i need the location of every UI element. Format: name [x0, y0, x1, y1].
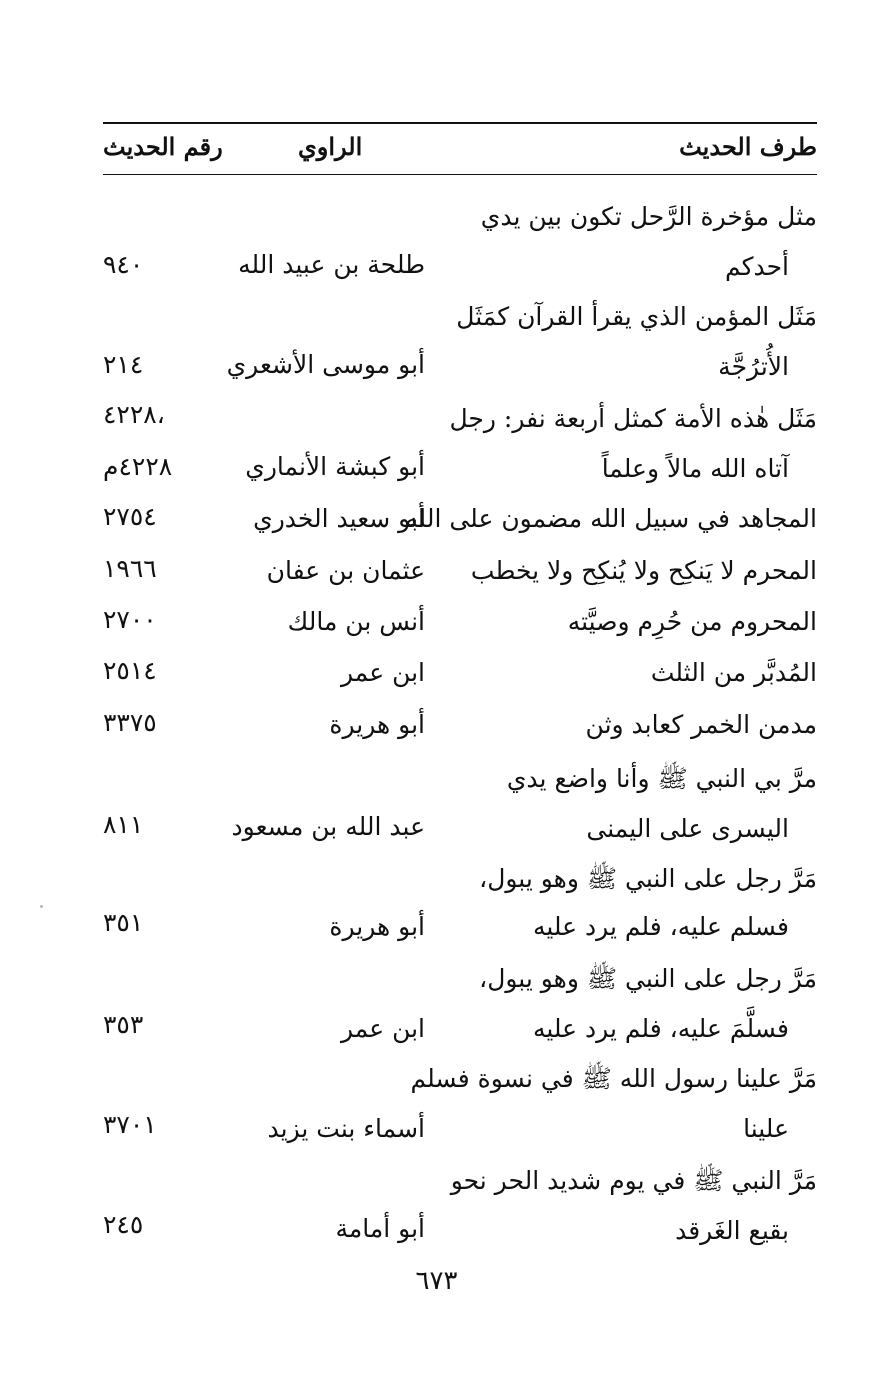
- narrator: عبد الله بن مسعود: [231, 812, 425, 841]
- hadith-text-line: المحروم من حُرِم وصيَّته: [567, 607, 817, 636]
- narrator: طلحة بن عبيد الله: [238, 250, 425, 279]
- hadith-number: ٢٤٥: [103, 1210, 144, 1239]
- narrator: عثمان بن عفان: [266, 556, 425, 585]
- hadith-number: ٨١١: [103, 810, 144, 839]
- hadith-text-line: أحدكم: [724, 252, 789, 281]
- hadith-text-line: بقيع الغَرقد: [675, 1216, 789, 1245]
- hadith-text-line: مثل مؤخرة الرَّحل تكون بين يدي: [480, 202, 817, 231]
- hadith-text-line: الأُترُجَّة: [718, 352, 789, 381]
- hadith-text-line: المحرم لا يَنكِح ولا يُنكِح ولا يخطب: [470, 556, 817, 585]
- narrator: أبو كبشة الأنماري: [245, 452, 425, 481]
- hadith-text-line: علينا: [743, 1114, 789, 1143]
- narrator: أبو موسى الأشعري: [226, 350, 425, 379]
- narrator: ابن عمر: [340, 658, 425, 687]
- hadith-text-line: مَثَل المؤمن الذي يقرأ القرآن كمَثَل: [456, 302, 817, 331]
- header-text-label: طرف الحديث: [679, 132, 817, 161]
- hadith-text-line: مَرَّ علينا رسول الله ﷺ في نسوة فسلم: [410, 1064, 817, 1093]
- hadith-text-line: مَرَّ النبي ﷺ في يوم شديد الحر نحو: [450, 1166, 817, 1195]
- hadith-text-line: المجاهد في سبيل الله مضمون على الله: [405, 504, 817, 533]
- header-number-label: رقم الحديث: [103, 132, 223, 161]
- hadith-number: ٢٥١٤: [103, 656, 157, 685]
- hadith-number: ٢٧٠٠: [103, 605, 157, 634]
- hadith-text-line: المُدبَّر من الثلث: [650, 658, 817, 687]
- narrator: أبو سعيد الخدري: [253, 504, 425, 533]
- hadith-text-line: مدمن الخمر كعابد وثن: [585, 710, 817, 739]
- hadith-text-line: مَثَل هٰذه الأمة كمثل أربعة نفر: رجل: [449, 404, 817, 433]
- hadith-number: ٣٧٠١: [103, 1110, 157, 1139]
- header-narrator-label: الراوي: [298, 132, 363, 161]
- hadith-text-line: اليسرى على اليمنى: [586, 814, 789, 843]
- hadith-text-line: مرَّ بي النبي ﷺ وأنا واضع يدي: [506, 764, 817, 793]
- hadith-number: ٣٥١: [103, 908, 144, 937]
- narrator: أنس بن مالك: [287, 607, 425, 636]
- hadith-number: ١٩٦٦: [103, 554, 157, 583]
- hadith-text-line: فسلَّمَ عليه، فلم يرد عليه: [532, 1014, 789, 1043]
- hadith-number: ٤٢٢٨م: [103, 452, 173, 481]
- hadith-number: ٩٤٠: [103, 250, 144, 279]
- table-header: [103, 122, 817, 175]
- hadith-text-line: مَرَّ رجل على النبي ﷺ وهو يبول،: [479, 964, 817, 993]
- narrator: ابن عمر: [340, 1014, 425, 1043]
- hadith-number: ٣٥٣: [103, 1010, 144, 1039]
- narrator: أبو هريرة: [329, 912, 425, 941]
- hadith-text-line: مَرَّ رجل على النبي ﷺ وهو يبول،: [479, 864, 817, 893]
- hadith-text-line: فسلم عليه، فلم يرد عليه: [532, 912, 789, 941]
- hadith-number: ٢١٤: [103, 350, 144, 379]
- page-number: ٦٧٣: [415, 1266, 458, 1296]
- narrator: أسماء بنت يزيد: [267, 1114, 425, 1143]
- scan-speck: [40, 905, 43, 908]
- narrator: أبو أمامة: [335, 1214, 425, 1243]
- hadith-text-line: آتاه الله مالاً وعلماً: [601, 454, 789, 483]
- hadith-number: ٢٧٥٤: [103, 502, 157, 531]
- hadith-number: ٣٣٧٥: [103, 708, 157, 737]
- narrator: أبو هريرة: [329, 710, 425, 739]
- hadith-number: ٤٢٢٨،: [103, 400, 165, 429]
